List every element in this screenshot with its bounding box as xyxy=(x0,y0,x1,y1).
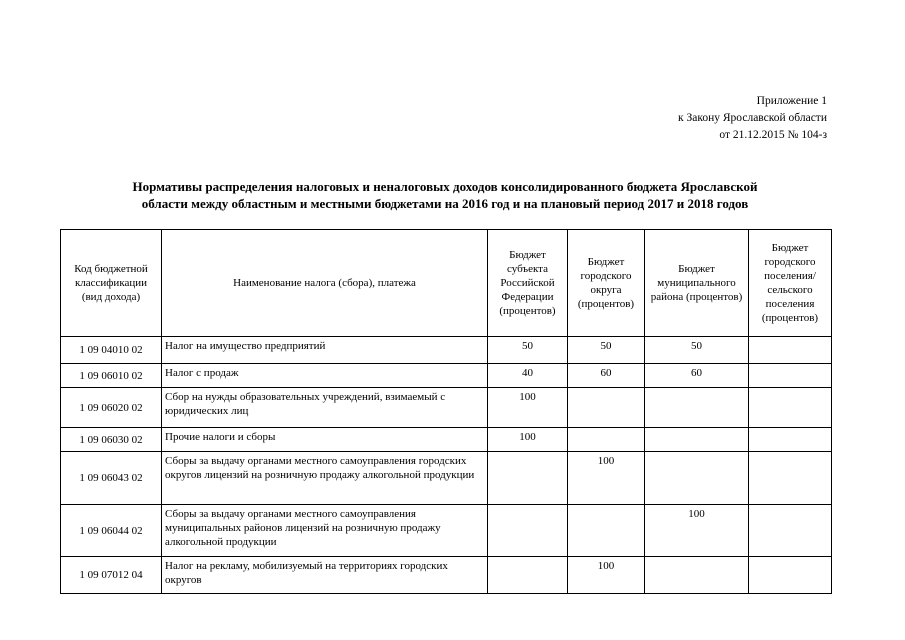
cell-settlement xyxy=(749,364,832,388)
cell-name: Сбор на нужды образовательных учреждений, взимаемый с юридических лиц xyxy=(162,388,488,428)
header-settlement-budget: Бюджет городского поселения/ сельского поселения (процентов) xyxy=(749,230,832,337)
cell-name: Налог с продаж xyxy=(162,364,488,388)
cell-code: 1 09 06043 02 xyxy=(61,452,162,505)
cell-city xyxy=(568,388,645,428)
appendix-note xyxy=(678,93,827,144)
header-city-budget: Бюджет городского округа (процентов) xyxy=(568,230,645,337)
cell-district: 100 xyxy=(645,505,749,557)
cell-settlement xyxy=(749,337,832,364)
cell-settlement xyxy=(749,388,832,428)
cell-subject xyxy=(488,505,568,557)
table-row xyxy=(61,505,832,557)
cell-settlement xyxy=(749,505,832,557)
cell-settlement xyxy=(749,428,832,452)
cell-city: 60 xyxy=(568,364,645,388)
cell-code: 1 09 06030 02 xyxy=(61,428,162,452)
cell-district xyxy=(645,428,749,452)
cell-code: 1 09 07012 04 xyxy=(61,557,162,594)
header-subject-budget: Бюджет субъекта Российской Федерации (процентов) xyxy=(488,230,568,337)
cell-subject xyxy=(488,557,568,594)
table-row xyxy=(61,388,832,428)
cell-settlement xyxy=(749,557,832,594)
cell-name: Налог на рекламу, мобилизуемый на территориях городских округов xyxy=(162,557,488,594)
cell-subject: 100 xyxy=(488,428,568,452)
cell-code: 1 09 06020 02 xyxy=(61,388,162,428)
header-name: Наименование налога (сбора), платежа xyxy=(162,230,488,337)
distribution-table xyxy=(60,229,832,594)
header-district-budget: Бюджет муниципального района (процентов) xyxy=(645,230,749,337)
cell-name: Сборы за выдачу органами местного самоуправления муниципальных районов лицензий на розничную продажу алкогольной продукции xyxy=(162,505,488,557)
appendix-line-3: от 21.12.2015 № 104-з xyxy=(719,129,827,141)
cell-district xyxy=(645,557,749,594)
cell-city: 100 xyxy=(568,452,645,505)
title-line-1: Нормативы распределения налоговых и неналоговых доходов консолидированного бюджета Ярославской xyxy=(132,179,758,194)
cell-district: 50 xyxy=(645,337,749,364)
cell-code: 1 09 06044 02 xyxy=(61,505,162,557)
cell-subject xyxy=(488,452,568,505)
cell-name: Сборы за выдачу органами местного самоуправления городских округов лицензий на розничную продажу алкогольной продукции xyxy=(162,452,488,505)
table-row xyxy=(61,337,832,364)
table-row xyxy=(61,452,832,505)
document-title xyxy=(60,178,830,212)
appendix-line-1: Приложение 1 xyxy=(756,95,827,107)
cell-name: Прочие налоги и сборы xyxy=(162,428,488,452)
table-row xyxy=(61,364,832,388)
cell-name: Налог на имущество предприятий xyxy=(162,337,488,364)
cell-district: 60 xyxy=(645,364,749,388)
cell-city xyxy=(568,428,645,452)
appendix-line-2: к Закону Ярославской области xyxy=(678,112,827,124)
cell-city: 100 xyxy=(568,557,645,594)
cell-city xyxy=(568,505,645,557)
cell-city: 50 xyxy=(568,337,645,364)
table-row xyxy=(61,428,832,452)
cell-settlement xyxy=(749,452,832,505)
table-row xyxy=(61,557,832,594)
cell-subject: 50 xyxy=(488,337,568,364)
cell-subject: 40 xyxy=(488,364,568,388)
cell-district xyxy=(645,388,749,428)
cell-subject: 100 xyxy=(488,388,568,428)
cell-code: 1 09 04010 02 xyxy=(61,337,162,364)
cell-code: 1 09 06010 02 xyxy=(61,364,162,388)
cell-district xyxy=(645,452,749,505)
table-header-row xyxy=(61,230,832,337)
title-line-2: области между областным и местными бюджетами на 2016 год и на плановый период 2017 и 2018 годов xyxy=(141,196,749,211)
header-code: Код бюджетной классификации (вид дохода) xyxy=(61,230,162,337)
